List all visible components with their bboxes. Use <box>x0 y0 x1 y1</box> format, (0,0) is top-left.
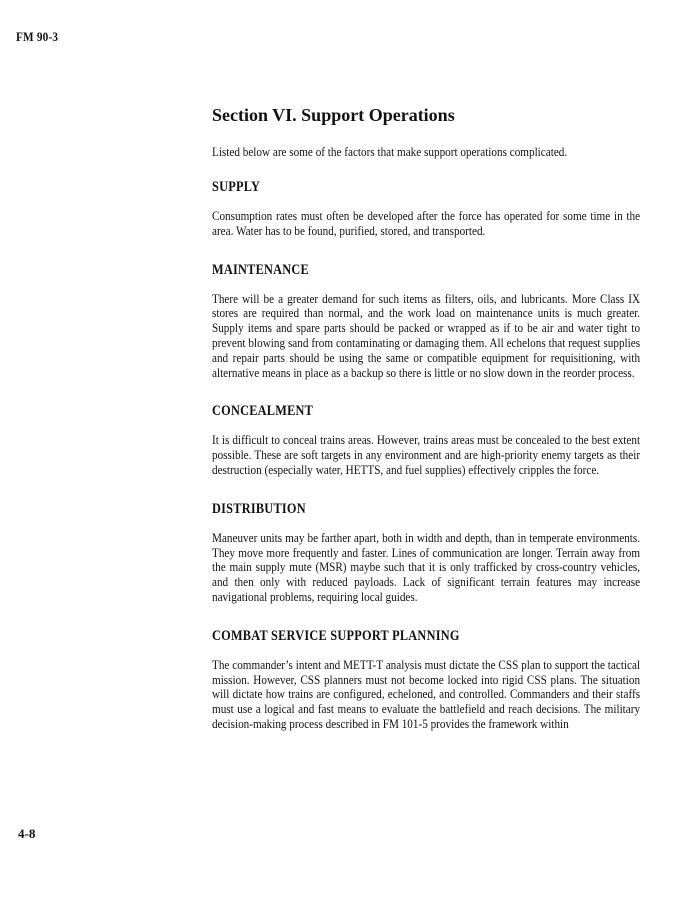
subsection-concealment <box>212 402 640 477</box>
subsection-body: The commander’s intent and METT-T analysis must dictate the CSS plan to support the tactical mission. However, CSS planners must not become locked into rigid CSS plans. The situation will dictate how trains are configured, echeloned, and controlled. Commanders and their staffs must use a logical and fast means to evaluate the battlefield and reach decisions. The military decision-making process described in FM 101-5 provides the framework within <box>212 656 641 731</box>
subsection-heading: SUPPLY <box>212 179 261 195</box>
subsection-distribution <box>212 500 640 605</box>
subsection-maintenance <box>212 261 640 381</box>
subsection-css-planning <box>212 627 640 732</box>
page-content <box>212 103 640 754</box>
subsection-body: Consumption rates must often be developed after the force has operated for some time in the area. Water has to be found, purified, stored, and transported. <box>212 208 641 238</box>
subsection-heading: DISTRIBUTION <box>212 500 306 517</box>
section-title: Section VI. Support Operations <box>212 105 455 125</box>
subsection-heading: MAINTENANCE <box>212 261 310 278</box>
subsection-body: It is difficult to conceal trains areas. However, trains areas must be concealed to the best extent possible. These are soft targets in any environment and are high-priority enemy targets as their destruction (especially water, HETTS, and fuel supplies) effectively cripples the force. <box>212 432 641 477</box>
subsection-body: There will be a greater demand for such items as filters, oils, and lubricants. More Class IX stores are required than normal, and the work load on maintenance units is much greater. Supply items and spare parts should be packed or wrapped as if to be air and water tight to prevent blowing sand from contaminating or damaging them. All echelons that request supplies and repair parts should be using the same or compatible equipment for requisitioning, with alternative means in place as a backup so there is little or no slow down in the reorder process. <box>212 290 641 380</box>
subsection-heading: COMBAT SERVICE SUPPORT PLANNING <box>212 627 460 644</box>
subsection-body: Maneuver units may be farther apart, both in width and depth, than in temperate environments. They move more frequently and faster. Lines of communication are longer. Terrain away from the main supply mute (MSR) maybe such that it is only trafficked by cross-country vehicles, and then only with reduced payloads. Lack of significant terrain features may increase navigational problems, requiring local guides. <box>212 529 641 604</box>
page-number: 4-8 <box>18 826 36 841</box>
subsection-heading: CONCEALMENT <box>212 403 314 420</box>
subsection-supply <box>212 178 640 239</box>
manual-code: FM 90-3 <box>16 30 59 44</box>
section-intro: Listed below are some of the factors that make support operations complicated. <box>212 144 568 159</box>
